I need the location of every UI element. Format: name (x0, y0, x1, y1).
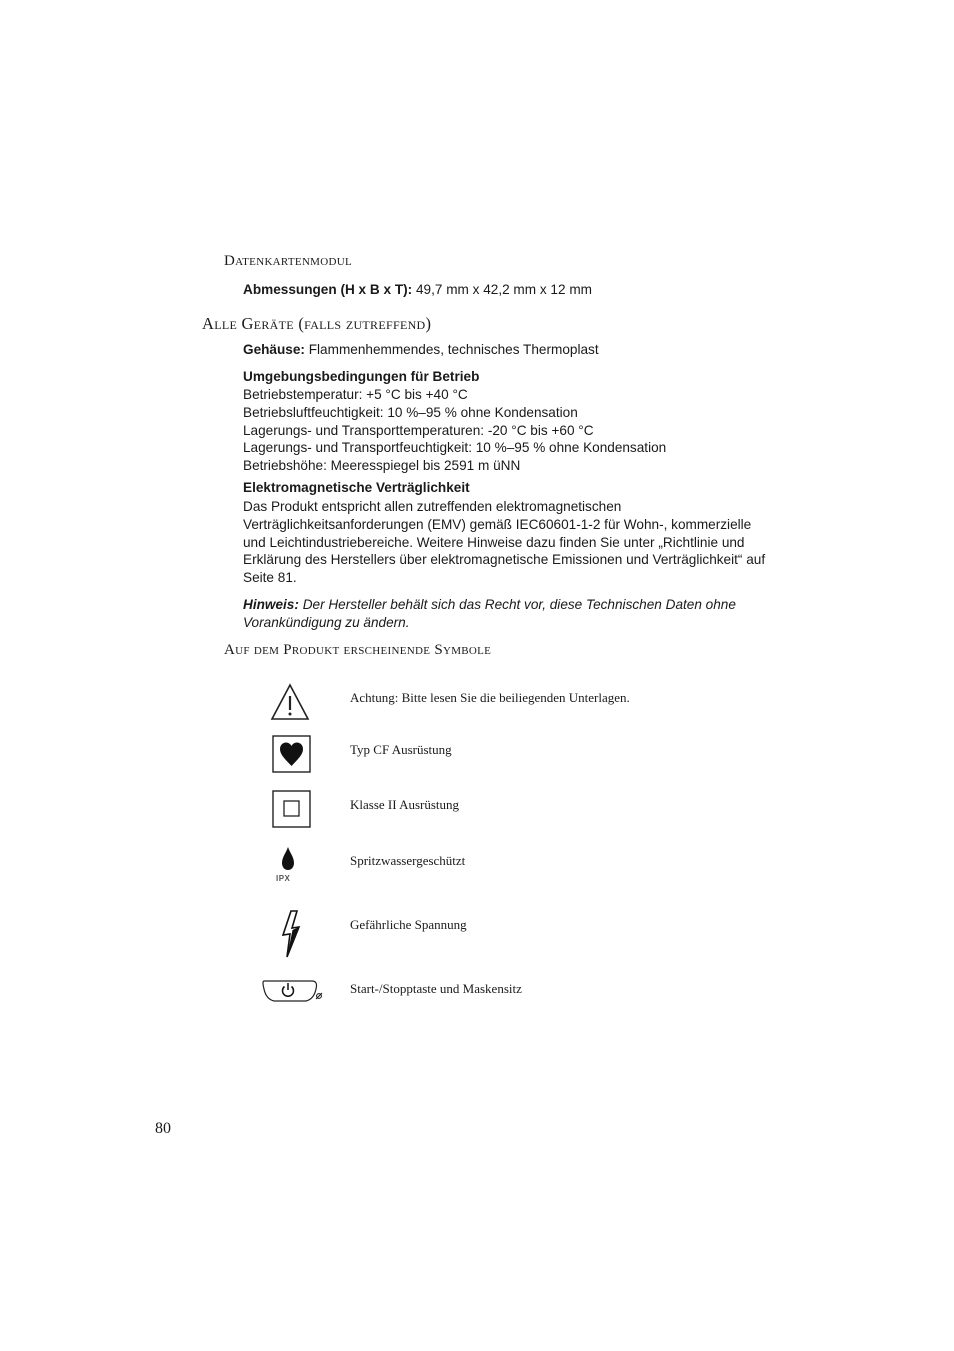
symbol-label: Achtung: Bitte lesen Sie die beiliegenden Unterlagen. (350, 690, 630, 705)
power-button-icon (258, 977, 324, 1005)
housing-label: Gehäuse: (243, 342, 305, 357)
symbol-label: Typ CF Ausrüstung (350, 742, 452, 757)
note (243, 596, 783, 631)
env-line: Betriebshöhe: Meeresspiegel bis 2591 m üNN (243, 458, 521, 474)
emc-line: Verträglichkeitsanforderungen (EMV) gemäß IEC60601-1-2 für Wohn-, kommerzielle (243, 516, 752, 532)
lightning-bolt-icon (280, 910, 302, 958)
symbol-label: Klasse II Ausrüstung (350, 797, 460, 812)
water-drop-ipx-icon (274, 845, 304, 875)
symbol-label: Start-/Stopptaste und Maskensitz (350, 981, 522, 996)
note-text: Der Hersteller behält sich das Recht vor, diese Technischen Daten ohne (302, 597, 736, 612)
env-conditions-list (243, 386, 763, 475)
housing-line (243, 341, 599, 359)
emc-line: Das Produkt entspricht allen zutreffenden elektromagnetischen (243, 499, 622, 514)
emc-heading: Elektromagnetische Verträglichkeit (243, 480, 470, 495)
env-line: Lagerungs- und Transporttemperaturen: -20 °C bis +60 °C (243, 422, 594, 438)
ipx-text: IPX (276, 874, 291, 883)
heading-datenkartenmodul: Datenkartenmodul (224, 253, 353, 269)
warning-triangle-icon (270, 683, 310, 721)
dimensions-label: Abmessungen (H x B x T): (243, 282, 413, 297)
emc-line: und Leichtindustriebereiche. Weitere Hinweise dazu finden Sie unter „Richtlinie und (243, 534, 745, 550)
env-line: Lagerungs- und Transportfeuchtigkeit: 10 %–95 % ohne Kondensation (243, 440, 667, 456)
class-ii-square-icon (272, 790, 312, 828)
note-label: Hinweis: (243, 597, 299, 612)
env-line: Betriebsluftfeuchtigkeit: 10 %–95 % ohne Kondensation (243, 404, 578, 420)
heading-symbole: Auf dem Produkt erscheinende Symbole (224, 642, 492, 658)
heading-alle-geraete: Alle Geräte (falls zutreffend) (202, 314, 432, 333)
env-line: Betriebstemperatur: +5 °C bis +40 °C (243, 387, 468, 402)
emc-line: Erklärung des Herstellers über elektromagnetische Emissionen und Verträglichkeit“ auf (243, 552, 766, 568)
symbol-label: Spritzwassergeschützt (350, 853, 466, 868)
page-number: 80 (155, 1120, 171, 1137)
emc-line: Seite 81. (243, 570, 297, 586)
dimensions-value: 49,7 mm x 42,2 mm x 12 mm (415, 282, 592, 297)
dimensions-line (243, 281, 592, 299)
housing-value: Flammenhemmendes, technisches Thermoplast (308, 342, 599, 357)
heart-cf-icon (272, 735, 312, 773)
symbol-label: Gefährliche Spannung (350, 917, 467, 932)
note-text-2: Vorankündigung zu ändern. (243, 614, 410, 630)
emc-paragraph (243, 498, 783, 587)
env-heading: Umgebungsbedingungen für Betrieb (243, 369, 480, 384)
